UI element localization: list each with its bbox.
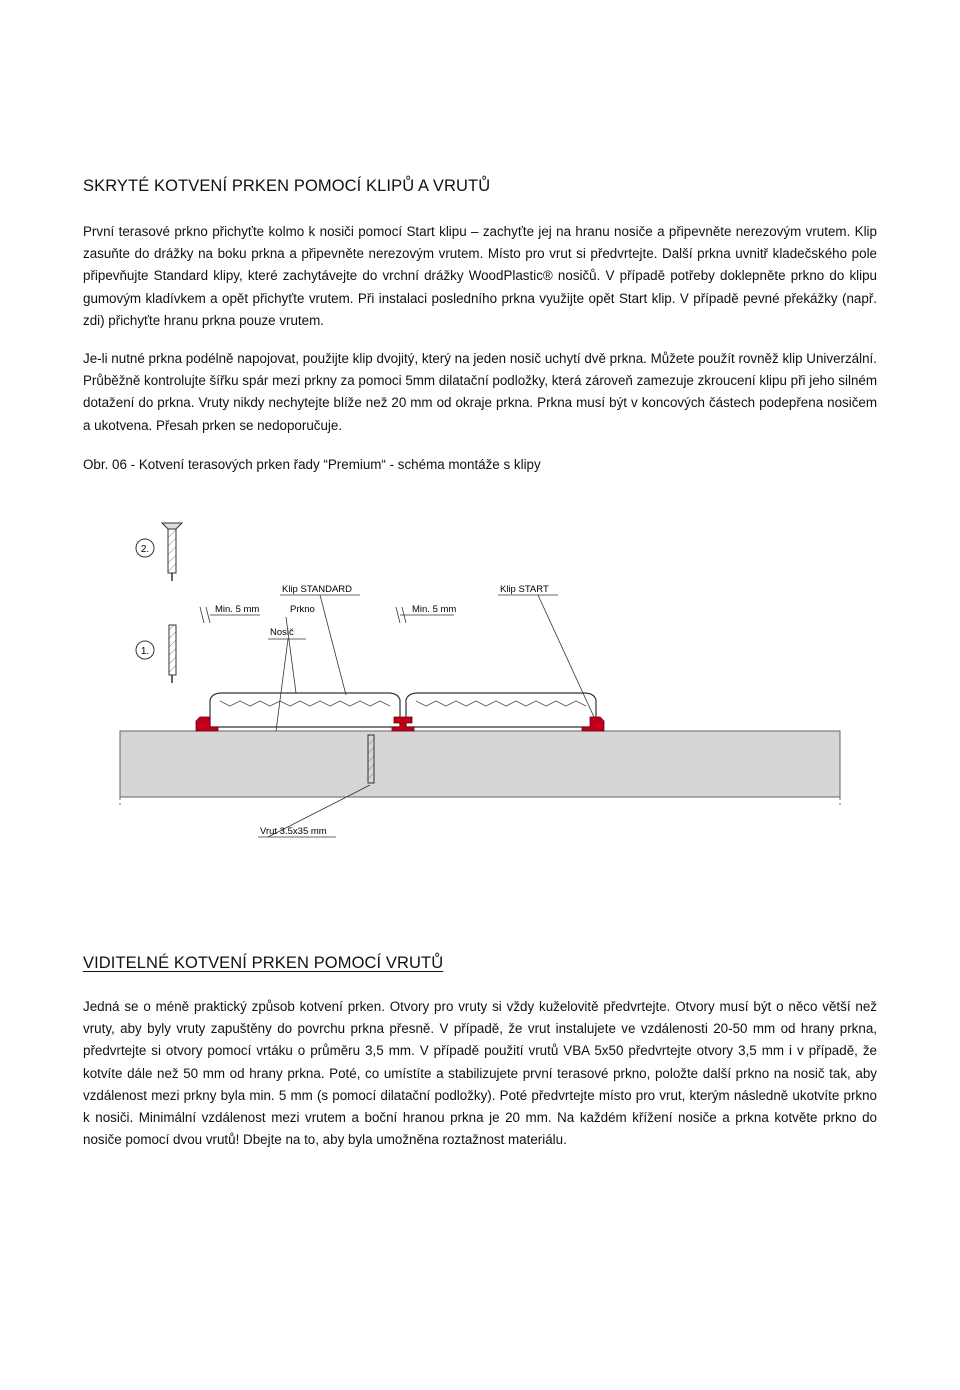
mounting-diagram-svg (100, 495, 860, 855)
label-klip-start: Klip START (500, 584, 549, 595)
label-min-left: Min. 5 mm (215, 604, 260, 615)
board-right (406, 693, 596, 727)
paragraph-joining: Je-li nutné prkna podélně napojovat, použijte klip dvojitý, který na jeden nosič uchytí dvě prkna. Můžete použít rovněž klip Univerzální. Průběžně kontrolujte šířku spár mezi prkny za pomoci 5mm dilatační podložky, která zároveň zamezuje zkroucení klipu při jeho silném dotažení do prkna. Vruty nikdy nechytejte blíže než 20 mm od okraje prkna. Prkna musí být v koncových částech podepřena nosičem a ukotvena. Přesah prken se nedoporučuje. (83, 351, 877, 433)
screw-step2 (162, 523, 182, 581)
label-nosic: Nosič (270, 627, 294, 638)
label-vrut: Vrut 3.5x35 mm (260, 826, 327, 837)
step2-label: 2. (140, 544, 150, 555)
paragraph-start-clip: První terasové prkno přichyťte kolmo k nosiči pomocí Start klipu – zachyťte jej na hranu nosiče a připevněte nerezovým vrutem. Klip zasuňte do drážky na boku prkna a připevněte nerezovým vrutem. Místo pro vrut si předvrtejte. Další prkna uvnitř kladečského pole připevňujte Standard klipy, které zachytávejte do vrchní drážky WoodPlastic® nosičů. V případě potřeby doklepněte prkno do klipu gumovým kladívkem a opět přichyťte vrutem. Při instalaci posledního prkna využijte opět Start klip. V případě pevné překážky (např. zdi) přichyťte hranu prkna pouze vrutem. (83, 224, 877, 328)
step1-label: 1. (140, 646, 150, 657)
label-klip-standard: Klip STANDARD (282, 584, 353, 595)
carrier-beam (120, 731, 840, 805)
board-left (210, 693, 400, 727)
screw-clip (368, 735, 374, 783)
figure-caption: Obr. 06 - Kotvení terasových prken řady “Premium“ - schéma montáže s klipy (83, 457, 541, 472)
section-heading-hidden-fastening: SKRYTÉ KOTVENÍ PRKEN POMOCÍ KLIPŮ A VRUTŮ (83, 177, 491, 195)
screw-step1 (169, 625, 176, 683)
section-heading-visible-fastening: VIDITELNÉ KOTVENÍ PRKEN POMOCÍ VRUTŮ (83, 954, 444, 972)
label-min-right: Min. 5 mm (412, 604, 457, 615)
mounting-diagram (100, 495, 860, 855)
paragraph-visible-fastening: Jedná se o méně praktický způsob kotvení prken. Otvory pro vruty si vždy kuželovitě předvrtejte. Otvory musí být o něco větší než vruty, aby byly vruty zapuštěny do povrchu prkna přesně. V případě, že vrut instalujete ve vzdálenosti 20-50 mm od hrany prkna, předvrtejte si otvory pomocí vrtáku o průměru 3,5 mm. V případě použití vrutů VBA 5x50 předvrtejte otvory 3,5 mm i v případě, že kotvíte dále než 50 mm od hrany prkna. Poté, co umístíte a stabilizujete první terasové prkno, položte další prkno na nosič tak, aby vzdálenost mezi prkny byla min. 5 mm (s pomocí dilatační podložky). Poté předvrtejte místo pro vrut, kterým následně ukotvíte prkno k nosiči. Minimální vzdálenost mezi vrutem a boční hranou prkna je 20 mm. Na každém křížení nosiče a prkna kotvěte prkno do nosiče pomocí dvou vrutů! Dbejte na to, aby byla umožněna roztažnost materiálu. (83, 999, 877, 1148)
label-prkno: Prkno (290, 604, 315, 615)
